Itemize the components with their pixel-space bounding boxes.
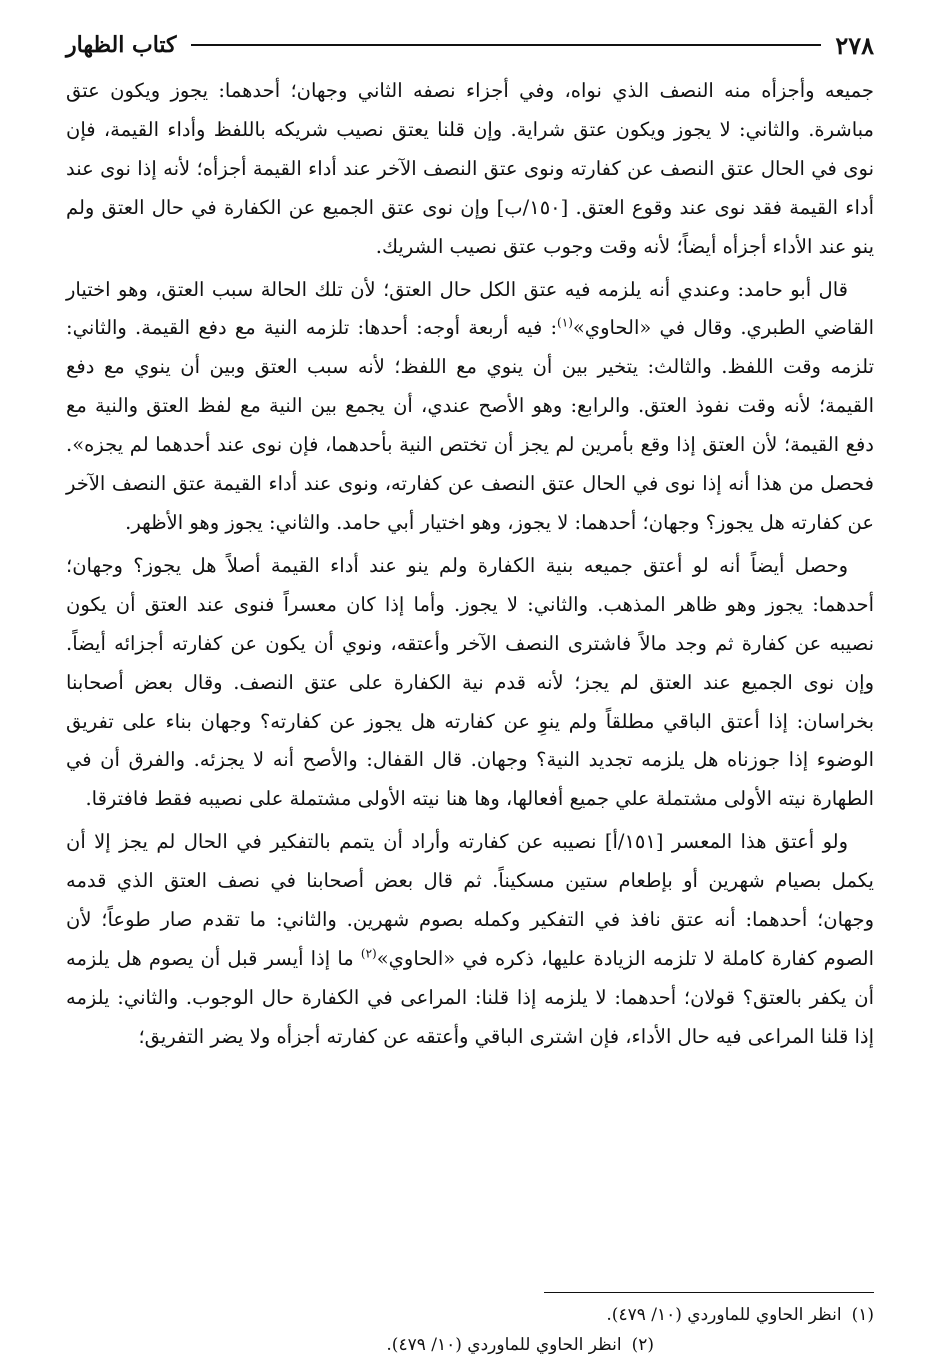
page-header bbox=[66, 22, 874, 68]
header-rule bbox=[191, 44, 822, 46]
paragraph-4-part-a: ولو أعتق هذا المعسر [١٥١/أ] نصيبه عن كفارته وأراد أن يتمم بالتفكير في الحال لم يجز إلا أن يكمل بصيام شهرين أو بإطعام ستين مسكيناً. ثم قال بعض أصحابنا في نصف العتق الذي قدمه وجهان؛ أحدهما: أنه عتق نافذ في التفكير وكمله بصوم شهرين. والثاني: ما تقدم صار طوعاً؛ لأن الصوم كفارة كاملة لا تلزمه الزيادة عليها، ذكره في «الحاوي» bbox=[66, 830, 874, 970]
footnote-2-text: انظر الحاوي للماوردي (١٠/ ٤٧٩). bbox=[386, 1335, 622, 1355]
paragraph-3: وحصل أيضاً أنه لو أعتق جميعه بنية الكفارة ولم ينو عند أداء القيمة أصلاً هل يجوز؟ وجهان؛ أحدهما: يجوز وهو ظاهر المذهب. والثاني: لا يجوز. وأما إذا كان معسراً فنوى عند العتق أن يكون نصيبه عن كفارة ثم وجد مالاً فاشترى النصف الآخر وأعتقه، ونوي أن يكون عن كفارته أجزائه أيضاً. وإن نوى الجميع عند العتق لم يجز؛ لأنه قدم نية الكفارة على عتق النصف. وقال بعض أصحابنا بخراسان: إذا أعتق الباقي مطلقاً ولم ينوِ عن كفارته هل يجوز عن كفارته؟ وجهان بناء على تفريق الوضوء إذا جوزناه هل يلزمه تجديد النية؟ وجهان. قال القفال: والأصح أنه لا يجزئه. والفرق أن في الطهارة نيته الأولى مشتملة علي جميع أفعالها، وها هنا نيته الأولى مشتملة على نصيبه فقط فافترقا. bbox=[66, 553, 874, 811]
running-title: كتاب الظهار bbox=[66, 32, 177, 58]
footnote-1-text: انظر الحاوي للماوردي (١٠/ ٤٧٩). bbox=[606, 1305, 842, 1325]
book-page bbox=[66, 22, 874, 1355]
footnote-2 bbox=[66, 1330, 654, 1360]
footnote-rule bbox=[544, 1292, 874, 1293]
paragraph-4 bbox=[66, 823, 874, 1056]
paragraph-4-part-b: ما إذا أيسر قبل أن يصوم هل يلزمه أن يكفر بالعتق؟ قولان؛ أحدهما: لا يلزمه إذا قلنا: المراعى في الكفارة حال الوجوب. والثاني: يلزمه إذا قلنا المراعى فيه حال الأداء، فإن اشترى الباقي وأعتقه عن كفارته أجزأه ولا يضر التفريق؛ bbox=[66, 946, 874, 1048]
footnote-1 bbox=[66, 1300, 874, 1330]
paragraph-2-part-b: : فيه أربعة أوجه: أحدها: تلزمه النية مع دفع القيمة. والثاني: تلزمه وقت اللفظ. والثالث: يتخير بين أن ينوي مع اللفظ؛ لأنه سبب العتق وبين أن ينوي مع دفع القيمة؛ لأنه وقت نفوذ العتق. والرابع: وهو الأصح عندي، أن يجمع بين النية مع لفظ العتق والنية مع دفع القيمة؛ لأن العتق إذا وقع بأمرين لم يجز أن تختص النية بأحدهما، فإن نوى عند أحدهما لم يجزه». فحصل من هذا أنه إذا نوى في الحال عتق النصف عن كفارته، ونوى عند أداء القيمة عتق النصف الآخر عن كفارته هل يجوز؟ وجهان؛ أحدهما: لا يجوز، وهو اختيار أبي حامد. والثاني: يجوز وهو الأظهر. bbox=[66, 316, 874, 534]
paragraph-2 bbox=[66, 271, 874, 543]
paragraph-2-part-a: قال أبو حامد: وعندي أنه يلزمه فيه عتق الكل حال العتق؛ لأن تلك الحالة سبب العتق، وهو اختيار القاضي الطبري. وقال في «الحاوي» bbox=[66, 277, 874, 340]
footnote-1-number: (١) bbox=[851, 1305, 874, 1325]
footnote-2-number: (٢) bbox=[631, 1335, 654, 1355]
footnote-ref-1[interactable]: (١) bbox=[557, 315, 573, 330]
body-text bbox=[66, 72, 874, 1057]
footnote-ref-2[interactable]: (٢) bbox=[360, 946, 377, 961]
footnotes bbox=[66, 1300, 874, 1360]
page-number: ٢٧٨ bbox=[835, 30, 874, 60]
paragraph-1: جميعه وأجزأه منه النصف الذي نواه، وفي أجزاء نصفه الثاني وجهان؛ أحدهما: يجوز ويكون عتق مباشرة. والثاني: لا يجوز ويكون عتق شراية. وإن قلنا يعتق نصيب شريكه باللفظ وأداء القيمة، فإن نوى في الحال عتق النصف عن كفارته ونوى عتق النصف الآخر عند أداء القيمة أجزأه؛ لأنه إذا نوى عند أداء القيمة فقد نوى عند وقوع العتق. [١٥٠/ب] وإن نوى عتق الجميع عن الكفارة في حال العتق ولم ينو عند الأداء أجزأه أيضاً؛ لأنه وقت وجوب عتق نصيب الشريك. bbox=[66, 79, 874, 258]
